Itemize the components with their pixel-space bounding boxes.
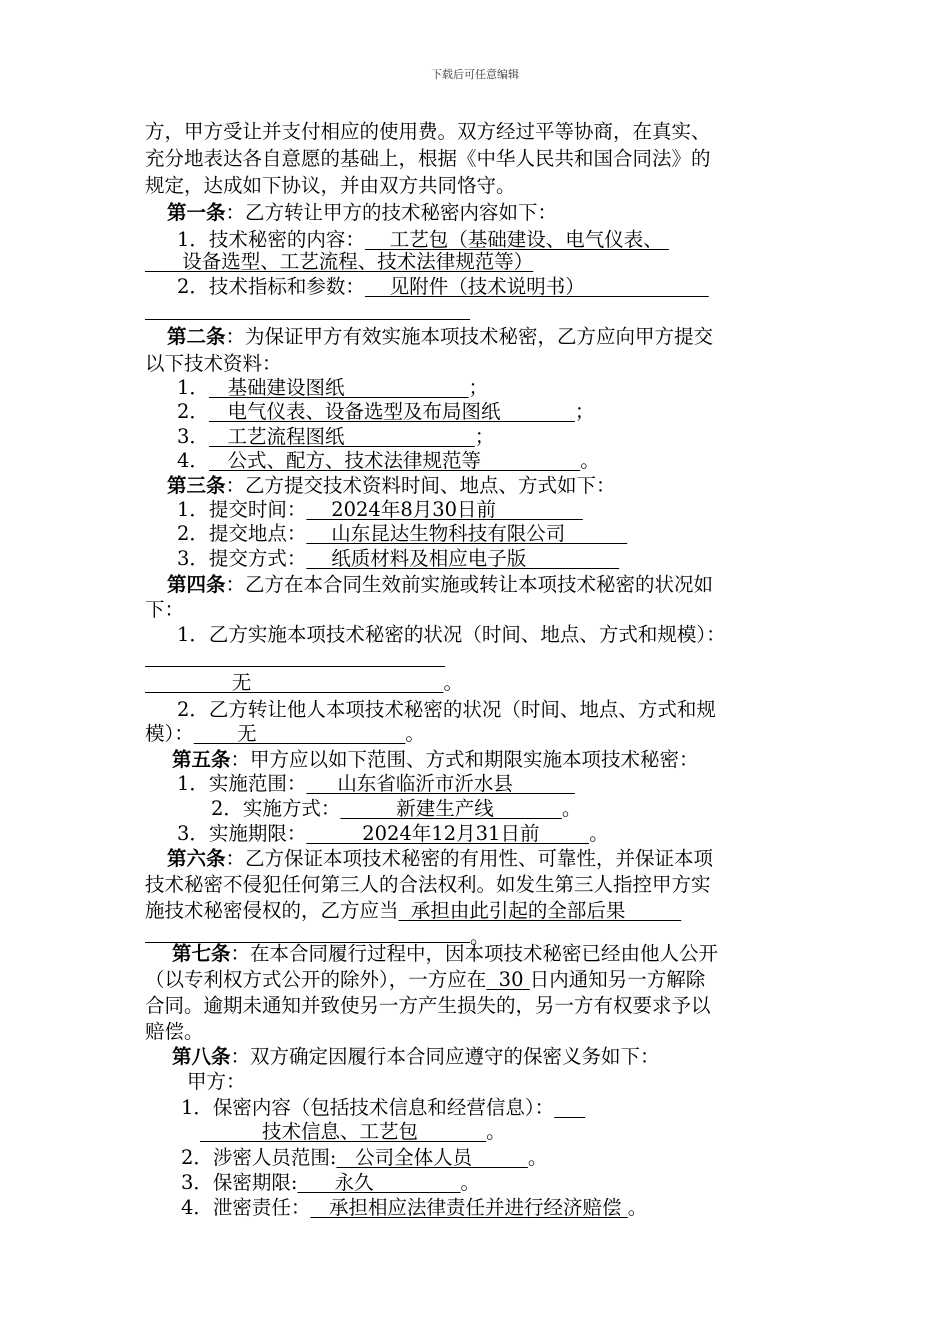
article-8-item-4: 4．泄密责任： 承担相应法律责任并进行经济赔偿 。: [181, 1196, 648, 1219]
article-4-title: 第四条：乙方在本合同生效前实施或转让本项技术秘密的状况如: [167, 573, 714, 596]
article-7-cont: 合同。逾期未通知并致使另一方产生损失的，另一方有权要求予以: [145, 994, 711, 1017]
article-2-item-4: 4． 公式、配方、技术法律规范等 。: [177, 449, 600, 472]
article-4-item-1: 1．乙方实施本项技术秘密的状况（时间、地点、方式和规模）：: [177, 623, 726, 646]
article-3-item-1: 1．提交时间： 2024年8月30日前: [177, 498, 583, 521]
article-5-item-3: 3．实施期限： 2024年12月31日前 。: [177, 822, 609, 845]
article-1-title: 第一条：乙方转让甲方的技术秘密内容如下：: [167, 201, 558, 224]
article-8-party: 甲方：: [187, 1070, 246, 1093]
article-2-item-3: 3． 工艺流程图纸 ；: [177, 425, 495, 448]
page-header: 下载后可任意编辑: [431, 68, 519, 81]
article-4-cont: 下：: [145, 598, 185, 621]
article-1-item-1-cont: 设备选型、工艺流程、技术法律规范等）: [145, 250, 534, 273]
article-7-cont: 赔偿。: [145, 1020, 204, 1043]
article-8-item-1: 1．保密内容（包括技术信息和经营信息）：: [181, 1096, 555, 1119]
article-6-cont: 施技术秘密侵权的，乙方应当 承担由此引起的全部后果: [145, 899, 682, 922]
article-8-item-2: 2．涉密人员范围: 公司全体人员 。: [181, 1146, 548, 1169]
article-1-item-1: 1．技术秘密的内容： 工艺包（基础建设、电气仪表、: [177, 228, 669, 251]
paragraph-line: 方，甲方受让并支付相应的使用费。双方经过平等协商，在真实、: [145, 120, 711, 143]
article-3-title: 第三条：乙方提交技术资料时间、地点、方式如下：: [167, 474, 616, 497]
article-7-cont: （以专利权方式公开的除外），一方应在 30 日内通知另一方解除: [145, 968, 706, 991]
paragraph-line: 充分地表达各自意愿的基础上，根据《中华人民共和国合同法》的: [145, 147, 711, 170]
article-4-item-1-value: 无 。: [145, 671, 463, 694]
article-3-item-3: 3．提交方式： 纸质材料及相应电子版: [177, 547, 620, 570]
article-5-item-2: 2．实施方式： 新建生产线 。: [211, 797, 582, 820]
article-2-title: 第二条：为保证甲方有效实施本项技术秘密，乙方应向甲方提交: [167, 325, 714, 348]
article-4-item-2-cont: 模）： 无 。: [145, 722, 425, 745]
article-6-title: 第六条：乙方保证本项技术秘密的有用性、可靠性，并保证本项: [167, 847, 714, 870]
article-4-item-2: 2．乙方转让他人本项技术秘密的状况（时间、地点、方式和规: [177, 698, 716, 721]
article-2-item-2: 2． 电气仪表、设备选型及布局图纸 ；: [177, 400, 595, 423]
article-5-title: 第五条：甲方应以如下范围、方式和期限实施本项技术秘密：: [172, 748, 699, 771]
article-7-title: 第七条：在本合同履行过程中，因本项技术秘密已经由他人公开: [172, 942, 719, 965]
article-5-item-1: 1．实施范围： 山东省临沂市沂水县: [177, 772, 575, 795]
article-1-item-2: 2．技术指标和参数： 见附件（技术说明书）: [177, 275, 709, 298]
article-6-cont: 技术秘密不侵犯任何第三人的合法权利。如发生第三人指控甲方实: [145, 873, 711, 896]
article-8-item-3: 3．保密期限: 永久 。: [181, 1171, 480, 1194]
article-6-end: 。: [470, 925, 490, 948]
article-8-title: 第八条：双方确定因履行本合同应遵守的保密义务如下：: [172, 1045, 660, 1068]
article-3-item-2: 2．提交地点： 山东昆达生物科技有限公司: [177, 522, 628, 545]
article-8-item-1-value: 技术信息、工艺包 。: [200, 1120, 506, 1143]
article-2-item-1: 1． 基础建设图纸 ；: [177, 376, 489, 399]
blank-line: [145, 319, 470, 320]
article-2-cont: 以下技术资料：: [145, 352, 282, 375]
blank-line: [145, 666, 445, 667]
paragraph-line: 规定，达成如下协议，并由双方共同恪守。: [145, 174, 516, 197]
